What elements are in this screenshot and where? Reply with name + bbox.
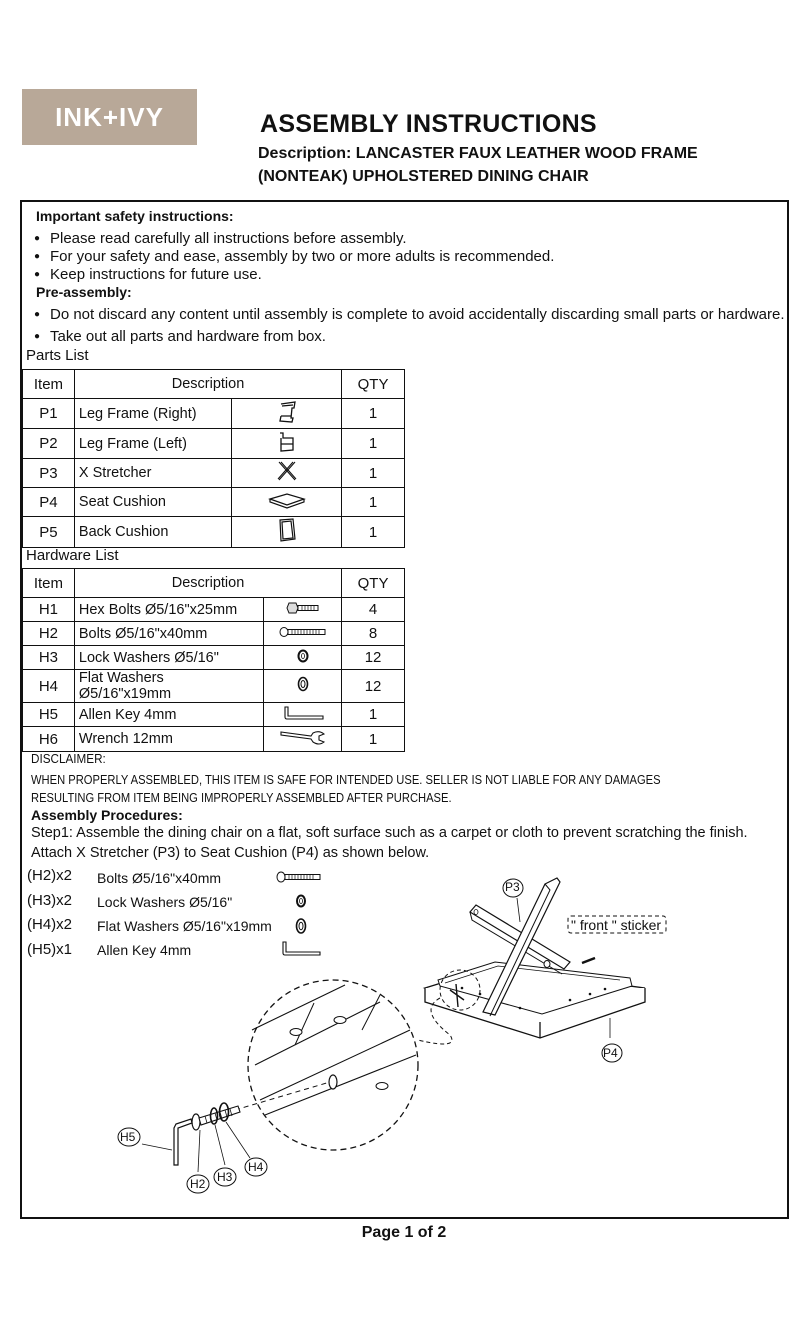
hardware-qty: 12 xyxy=(342,646,405,670)
hardware-label-h4: Flat Washers Ø5/16"x19mm xyxy=(97,918,272,934)
part-description: Back Cushion xyxy=(74,517,232,548)
hardware-qty: 1 xyxy=(342,703,405,727)
col-header-item: Item xyxy=(23,370,75,399)
part-description: Seat Cushion xyxy=(74,488,232,517)
col-header-qty: QTY xyxy=(342,370,405,399)
hex-bolt-icon xyxy=(264,598,342,622)
part-description: Leg Frame (Left) xyxy=(74,429,232,459)
flat-washer-icon xyxy=(264,670,342,703)
part-item: P1 xyxy=(23,399,75,429)
hardware-qty: 4 xyxy=(342,598,405,622)
hardware-label-h3: Lock Washers Ø5/16" xyxy=(97,894,233,910)
table-row xyxy=(23,646,405,670)
hardware-description: Flat Washers Ø5/16"x19mm xyxy=(74,670,263,703)
pre-assembly-item: ● Take out all parts and hardware from box. xyxy=(50,328,326,345)
hardware-label-h5: Allen Key 4mm xyxy=(97,942,192,958)
part-description: Leg Frame (Right) xyxy=(74,399,232,429)
part-qty: 1 xyxy=(342,399,405,429)
seat-cushion-icon xyxy=(232,488,342,517)
part-qty: 1 xyxy=(342,488,405,517)
step1-line-1: Step1: Assemble the dining chair on a flat, soft surface such as a carpet or cloth to prevent scratching the finish. xyxy=(31,825,748,841)
hardware-description: Wrench 12mm xyxy=(74,727,263,752)
col-header-item: Item xyxy=(23,569,75,598)
safety-item: ● Please read carefully all instructions before assembly. xyxy=(50,230,407,247)
description-line-1: Description: LANCASTER FAUX LEATHER WOOD FRAME xyxy=(258,145,698,162)
hardware-item: H6 xyxy=(23,727,75,752)
parts-header-row xyxy=(23,370,405,399)
safety-item: ● Keep instructions for future use. xyxy=(50,266,262,283)
hardware-qty-h3: (H3)x2 xyxy=(27,892,73,909)
hardware-description: Allen Key 4mm xyxy=(74,703,263,727)
safety-heading: Important safety instructions: xyxy=(36,208,234,224)
page-number: Page 1 of 2 xyxy=(361,1224,447,1241)
col-header-description: Description xyxy=(74,569,341,598)
brand-logo xyxy=(22,89,197,145)
label-p4: P4 xyxy=(603,1046,618,1060)
col-header-description: Description xyxy=(74,370,341,399)
disclaimer-line-2: RESULTING FROM ITEM BEING IMPROPERLY ASSEMBLED AFTER PURCHASE. xyxy=(31,790,452,805)
part-item: P5 xyxy=(23,517,75,548)
x-stretcher-icon xyxy=(232,459,342,488)
assembly-diagram xyxy=(100,860,680,1205)
table-row xyxy=(23,670,405,703)
hardware-qty-h4: (H4)x2 xyxy=(27,916,73,933)
hardware-qty: 1 xyxy=(342,727,405,752)
hardware-description: Lock Washers Ø5/16" xyxy=(74,646,263,670)
parts-list-title: Parts List xyxy=(26,347,89,364)
label-h5: H5 xyxy=(120,1130,136,1144)
hardware-header-row xyxy=(23,569,405,598)
col-header-qty: QTY xyxy=(342,569,405,598)
hardware-item: H4 xyxy=(23,670,75,703)
disclaimer-line-1: WHEN PROPERLY ASSEMBLED, THIS ITEM IS SAFE FOR INTENDED USE. SELLER IS NOT LIABLE FOR ANY DAMAGES xyxy=(31,772,661,787)
table-row xyxy=(23,622,405,646)
leg-frame-right-icon xyxy=(232,399,342,429)
table-row xyxy=(23,488,405,517)
table-row xyxy=(23,703,405,727)
bolt-icon xyxy=(264,622,342,646)
hardware-item: H1 xyxy=(23,598,75,622)
hardware-description: Hex Bolts Ø5/16"x25mm xyxy=(74,598,263,622)
hardware-qty: 12 xyxy=(342,670,405,703)
hardware-qty: 8 xyxy=(342,622,405,646)
part-qty: 1 xyxy=(342,517,405,548)
parts-table xyxy=(22,369,405,548)
logo-text: INK+IVY xyxy=(55,101,164,132)
hardware-table xyxy=(22,568,405,752)
label-p3: P3 xyxy=(505,880,520,894)
part-qty: 1 xyxy=(342,459,405,488)
label-front-sticker: " front " sticker xyxy=(571,917,662,933)
table-row xyxy=(23,399,405,429)
hardware-description: Bolts Ø5/16"x40mm xyxy=(74,622,263,646)
hardware-item: H2 xyxy=(23,622,75,646)
lock-washer-icon xyxy=(264,646,342,670)
page-title: ASSEMBLY INSTRUCTIONS xyxy=(260,110,597,138)
leg-frame-left-icon xyxy=(232,429,342,459)
procedures-heading: Assembly Procedures: xyxy=(31,807,183,823)
pre-assembly-heading: Pre-assembly: xyxy=(36,284,132,300)
hardware-qty-h2: (H2)x2 xyxy=(27,867,73,884)
part-qty: 1 xyxy=(342,429,405,459)
part-item: P3 xyxy=(23,459,75,488)
part-description: X Stretcher xyxy=(74,459,232,488)
table-row xyxy=(23,429,405,459)
table-row xyxy=(23,727,405,752)
part-item: P4 xyxy=(23,488,75,517)
label-h2: H2 xyxy=(190,1177,206,1191)
part-item: P2 xyxy=(23,429,75,459)
safety-item: ● For your safety and ease, assembly by two or more adults is recommended. xyxy=(50,248,554,265)
back-cushion-icon xyxy=(232,517,342,548)
wrench-icon xyxy=(264,727,342,752)
table-row xyxy=(23,517,405,548)
table-row xyxy=(23,459,405,488)
allen-key-h5-drawing xyxy=(174,1119,192,1165)
allen-key-icon xyxy=(264,703,342,727)
hardware-item: H3 xyxy=(23,646,75,670)
pre-assembly-item: ● Do not discard any content until assembly is complete to avoid accidentally discarding small parts or hardware. xyxy=(50,306,785,323)
hardware-label-h2: Bolts Ø5/16"x40mm xyxy=(97,870,222,886)
label-h3: H3 xyxy=(217,1170,233,1184)
disclaimer-label: DISCLAIMER: xyxy=(31,751,106,766)
hardware-item: H5 xyxy=(23,703,75,727)
hardware-qty-h5: (H5)x1 xyxy=(27,941,73,958)
label-h4: H4 xyxy=(248,1160,264,1174)
step1-line-2: Attach X Stretcher (P3) to Seat Cushion (P4) as shown below. xyxy=(31,845,430,861)
table-row xyxy=(23,598,405,622)
hardware-list-title: Hardware List xyxy=(26,547,119,564)
description-line-2: (NONTEAK) UPHOLSTERED DINING CHAIR xyxy=(258,168,589,185)
